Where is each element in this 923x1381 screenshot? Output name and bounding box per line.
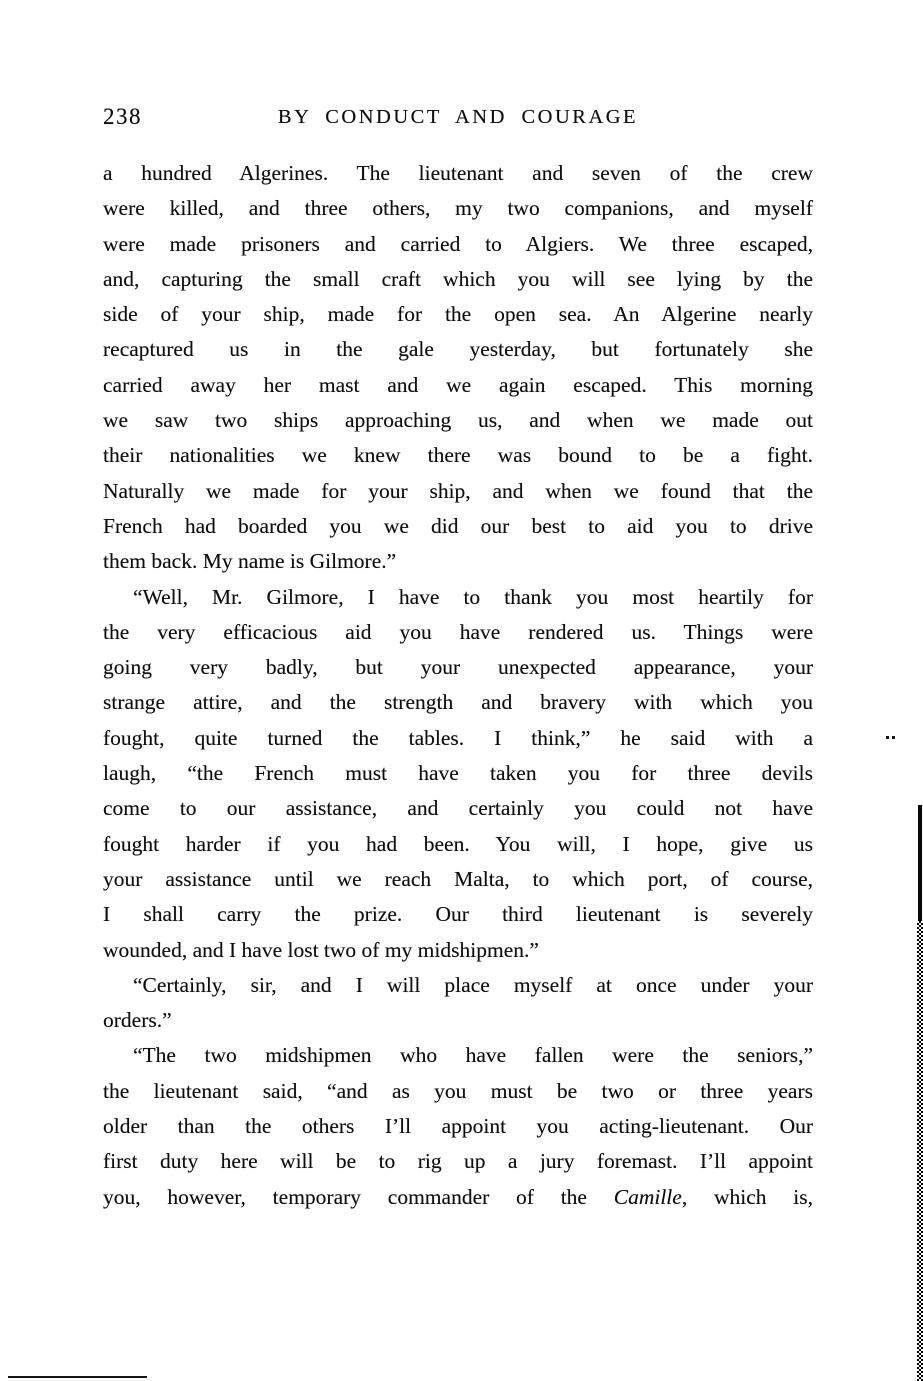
text-line: them back. My name is Gilmore.” [103,549,397,574]
scan-artifact-bottom-line [8,1376,147,1378]
text-line: recaptured us in the gale yesterday, but fortunately she [103,337,813,362]
scan-artifact-speck-dots [886,736,895,739]
text-line: fought, quite turned the tables. I think,” he said with a [103,725,813,750]
text-segment: you, however, temporary commander of the [103,1184,614,1209]
text-line: “The two midshipmen who have fallen were the seniors,” [133,1043,813,1068]
text-line: the very efficacious aid you have rendered us. Things were [103,619,813,644]
paragraph [103,580,813,968]
text-line: Naturally we made for your ship, and when we found that the [103,478,813,503]
page-header [103,103,813,135]
text-line: fought harder if you had been. You will, I hope, give us [103,831,813,856]
text-line: going very badly, but your unexpected appearance, your [103,655,813,680]
text-line: laugh, “the French must have taken you for three devils [103,761,813,786]
text-line: carried away her mast and we again escaped. This morning [103,372,813,397]
text-line: we saw two ships approaching us, and when we made out [103,408,813,433]
text-segment: , which is, [681,1184,813,1209]
text-line: side of your ship, made for the open sea. An Algerine nearly [103,302,813,327]
text-line: French had boarded you we did our best to aid you to drive [103,513,813,538]
text-line: a hundred Algerines. The lieutenant and seven of the crew [103,161,813,185]
text-line: their nationalities we knew there was bound to be a fight. [103,443,813,468]
text-line [103,1180,813,1215]
text-line: wounded, and I have lost two of my midshipmen.” [103,937,539,962]
body-text [103,156,813,1215]
text-line: first duty here will be to rig up a jury foremast. I’ll appoint [103,1149,813,1174]
paragraph [103,156,813,580]
text-line: were made prisoners and carried to Algiers. We three escaped, [103,231,813,256]
text-line: were killed, and three others, my two companions, and myself [103,196,813,221]
paragraph [103,968,813,1039]
running-header-title: BY CONDUCT AND COURAGE [277,106,639,128]
text-line: your assistance until we reach Malta, to which port, of course, [103,866,813,891]
scan-artifact-right-edge-dither [917,921,923,1381]
text-line: orders.” [103,1008,172,1033]
italic-text: Camille [613,1184,682,1209]
text-line: come to our assistance, and certainly you could not have [103,796,813,821]
text-line: I shall carry the prize. Our third lieutenant is severely [103,902,813,927]
paragraph [103,1038,813,1214]
text-line: strange attire, and the strength and bravery with which you [103,690,813,715]
scan-artifact-right-edge-solid [918,805,922,923]
text-line: “Well, Mr. Gilmore, I have to thank you most heartily for [133,584,813,609]
text-line: the lieutenant said, “and as you must be two or three years [103,1078,813,1103]
text-line: “Certainly, sir, and I will place myself at once under your [133,972,813,997]
page-number: 238 [103,104,142,129]
text-line: older than the others I’ll appoint you acting-lieutenant. Our [103,1114,813,1139]
text-line: and, capturing the small craft which you will see lying by the [103,266,813,291]
